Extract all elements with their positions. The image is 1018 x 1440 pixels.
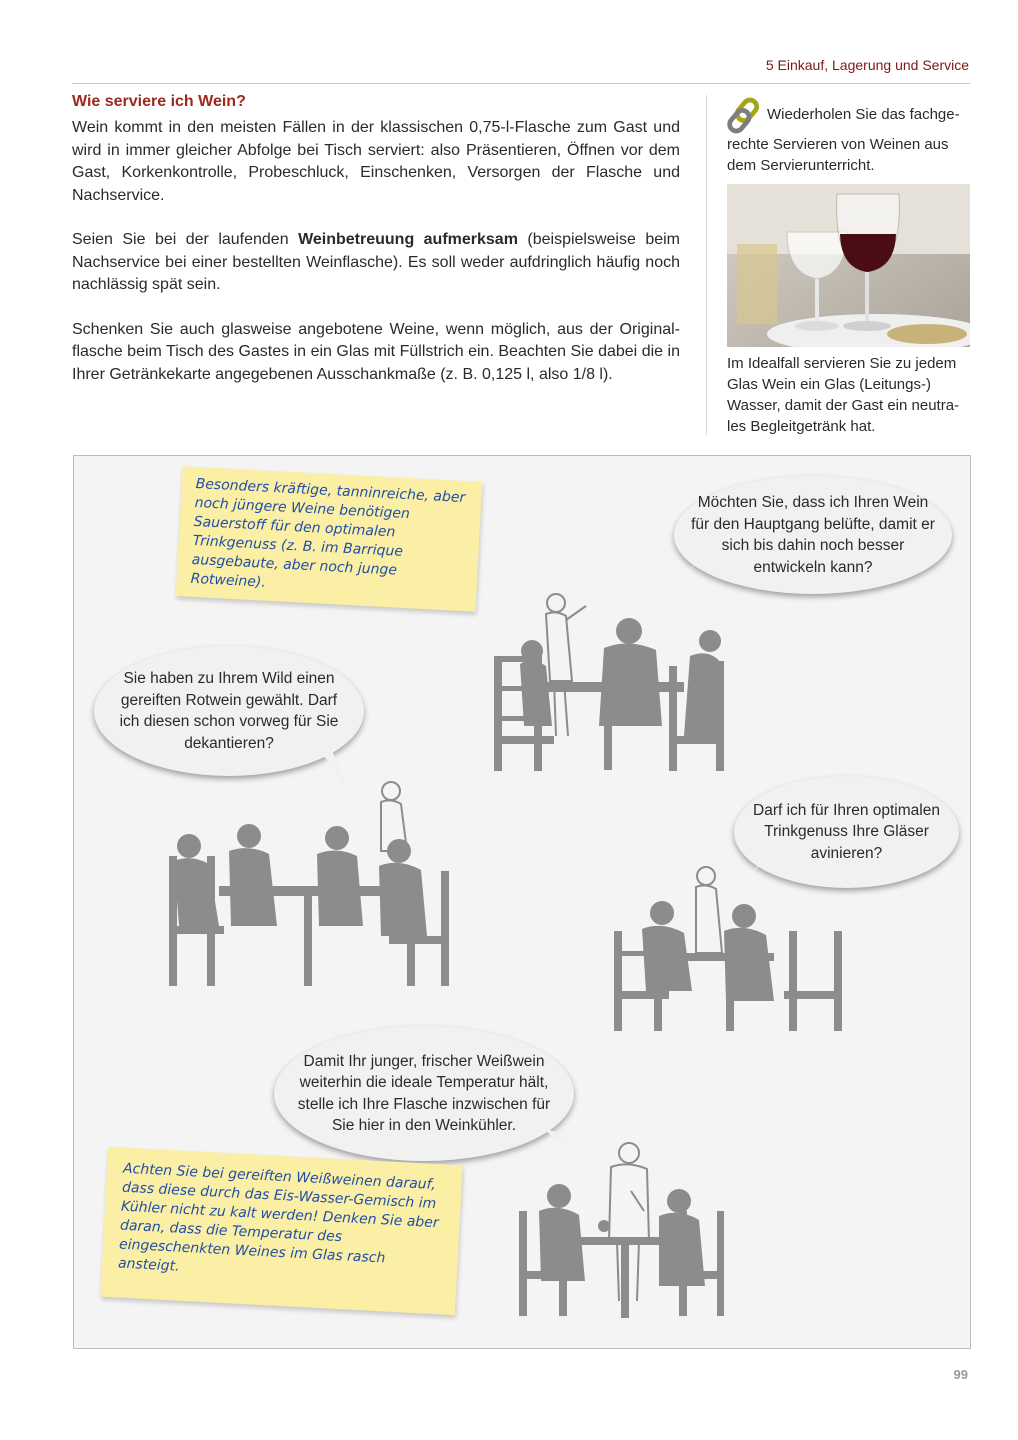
- main-column: [72, 93, 680, 408]
- table-couple-right-silhouette: [614, 861, 844, 1036]
- speech-bubble-avinieren-tail: [739, 851, 779, 891]
- service-scene-illustration: [73, 455, 971, 1349]
- section-title: Wie serviere ich Wein?: [72, 93, 246, 110]
- speech-bubble-aerate-text: Möchten Sie, dass ich Ihren Wein für den Hauptgang belüfte, damit er sich bis dahin noch besser entwickeln kann?: [691, 494, 935, 576]
- paragraph-glass-wines: Schenken Sie auch glasweise angebotene Weine, wenn möglich, aus der Original-flasche beim Tisch des Gastes in ein Glas mit Füllstrich ein. Beachten Sie dabei die in Ihrer Getränkekarte angegebenen Ausschankmaße (z. B. 0,125 l, also 1/8 l).: [72, 320, 680, 383]
- sidebar-intro: [727, 96, 970, 176]
- photo-caption: Im Idealfall servieren Sie zu jedem Glas Wein ein Glas (Leitungs-) Wasser, damit der Gast ein neutra-les Begleitgetränk hat.: [727, 355, 960, 435]
- speech-bubble-cooler-text: Damit Ihr junger, frischer Weißwein weiterhin die ideale Temperatur hält, stelle ich Ihre Flasche inzwischen für Sie hier in den Weinkühler.: [297, 1052, 551, 1134]
- wine-glasses-photo: [727, 184, 970, 347]
- paragraph-wine-care-end: (beispielsweise beim Nachservice bei einer bestellten Weinflasche). Es soll weder aufdringlich häufig noch nachlässig spät sein.: [72, 231, 681, 293]
- paragraph-wine-care-bold: Weinbetreuung aufmerksam: [298, 231, 518, 248]
- sidebar-divider: [706, 95, 707, 435]
- sticky-note-white-wine: [100, 1147, 462, 1315]
- paragraph-wine-care: [72, 229, 680, 297]
- speech-bubble-avinieren-text: Darf ich für Ihren optimalen Trinkgenuss Ihre Gläser avinieren?: [753, 801, 940, 862]
- paragraph-serving-sequence: Wein kommt in den meisten Fällen in der klassischen 0,75-l-Flasche zum Gast und wird in immer gleicher Abfolge bei Tisch serviert: also Präsentieren, Öffnen vor dem Gast, Korkenkontrolle, Probeschluck, Einschenken, Versorgen der Flasche und Nachservice.: [72, 119, 680, 204]
- sticky-note-tannin-text: Besonders kräftige, tanninreiche, aber noch jüngere Weine benötigen Sauerstoff für den optimalen Trinkgenuss (z. B. im Barrique ausgebaute, aber noch junge Rotweine).: [190, 475, 466, 591]
- sidebar-intro-text: Wiederholen Sie das fachge-rechte Servieren von Weinen aus dem Servierunterricht.: [727, 105, 960, 174]
- speech-bubble-aerate: [674, 476, 952, 594]
- sidebar: [727, 96, 970, 437]
- speech-bubble-decant-text: Sie haben zu Ihrem Wild einen gereiften Rotwein gewählt. Darf ich diesen schon vorweg für Sie dekantieren?: [119, 670, 339, 752]
- speech-bubble-aerate-tail: [672, 556, 712, 596]
- table-group-top-right-silhouette: [494, 586, 724, 776]
- chapter-header: 5 Einkauf, Lagerung und Service: [765, 57, 969, 73]
- chain-link-icon: [727, 96, 765, 134]
- speech-bubble-decant-tail: [304, 741, 354, 796]
- table-group-left-silhouette: [169, 776, 449, 991]
- sticky-note-white-wine-text: Achten Sie bei gereiften Weißweinen darauf, dass diese durch das Eis-Wasser-Gemisch im Kühler nicht zu kalt werden! Denken Sie aber daran, dass die Temperatur des eingeschenkten Weines im Glas rasch ansteigt.: [117, 1160, 440, 1275]
- page-number: 99: [953, 1367, 968, 1382]
- speech-bubble-cooler: [274, 1026, 574, 1161]
- sticky-note-tannin: [176, 466, 482, 612]
- table-couple-bottom-silhouette: [519, 1141, 724, 1321]
- speech-bubble-cooler-tail: [542, 1128, 592, 1168]
- paragraph-wine-care-start: Seien Sie bei der laufenden: [72, 231, 299, 248]
- header-divider: [72, 83, 970, 84]
